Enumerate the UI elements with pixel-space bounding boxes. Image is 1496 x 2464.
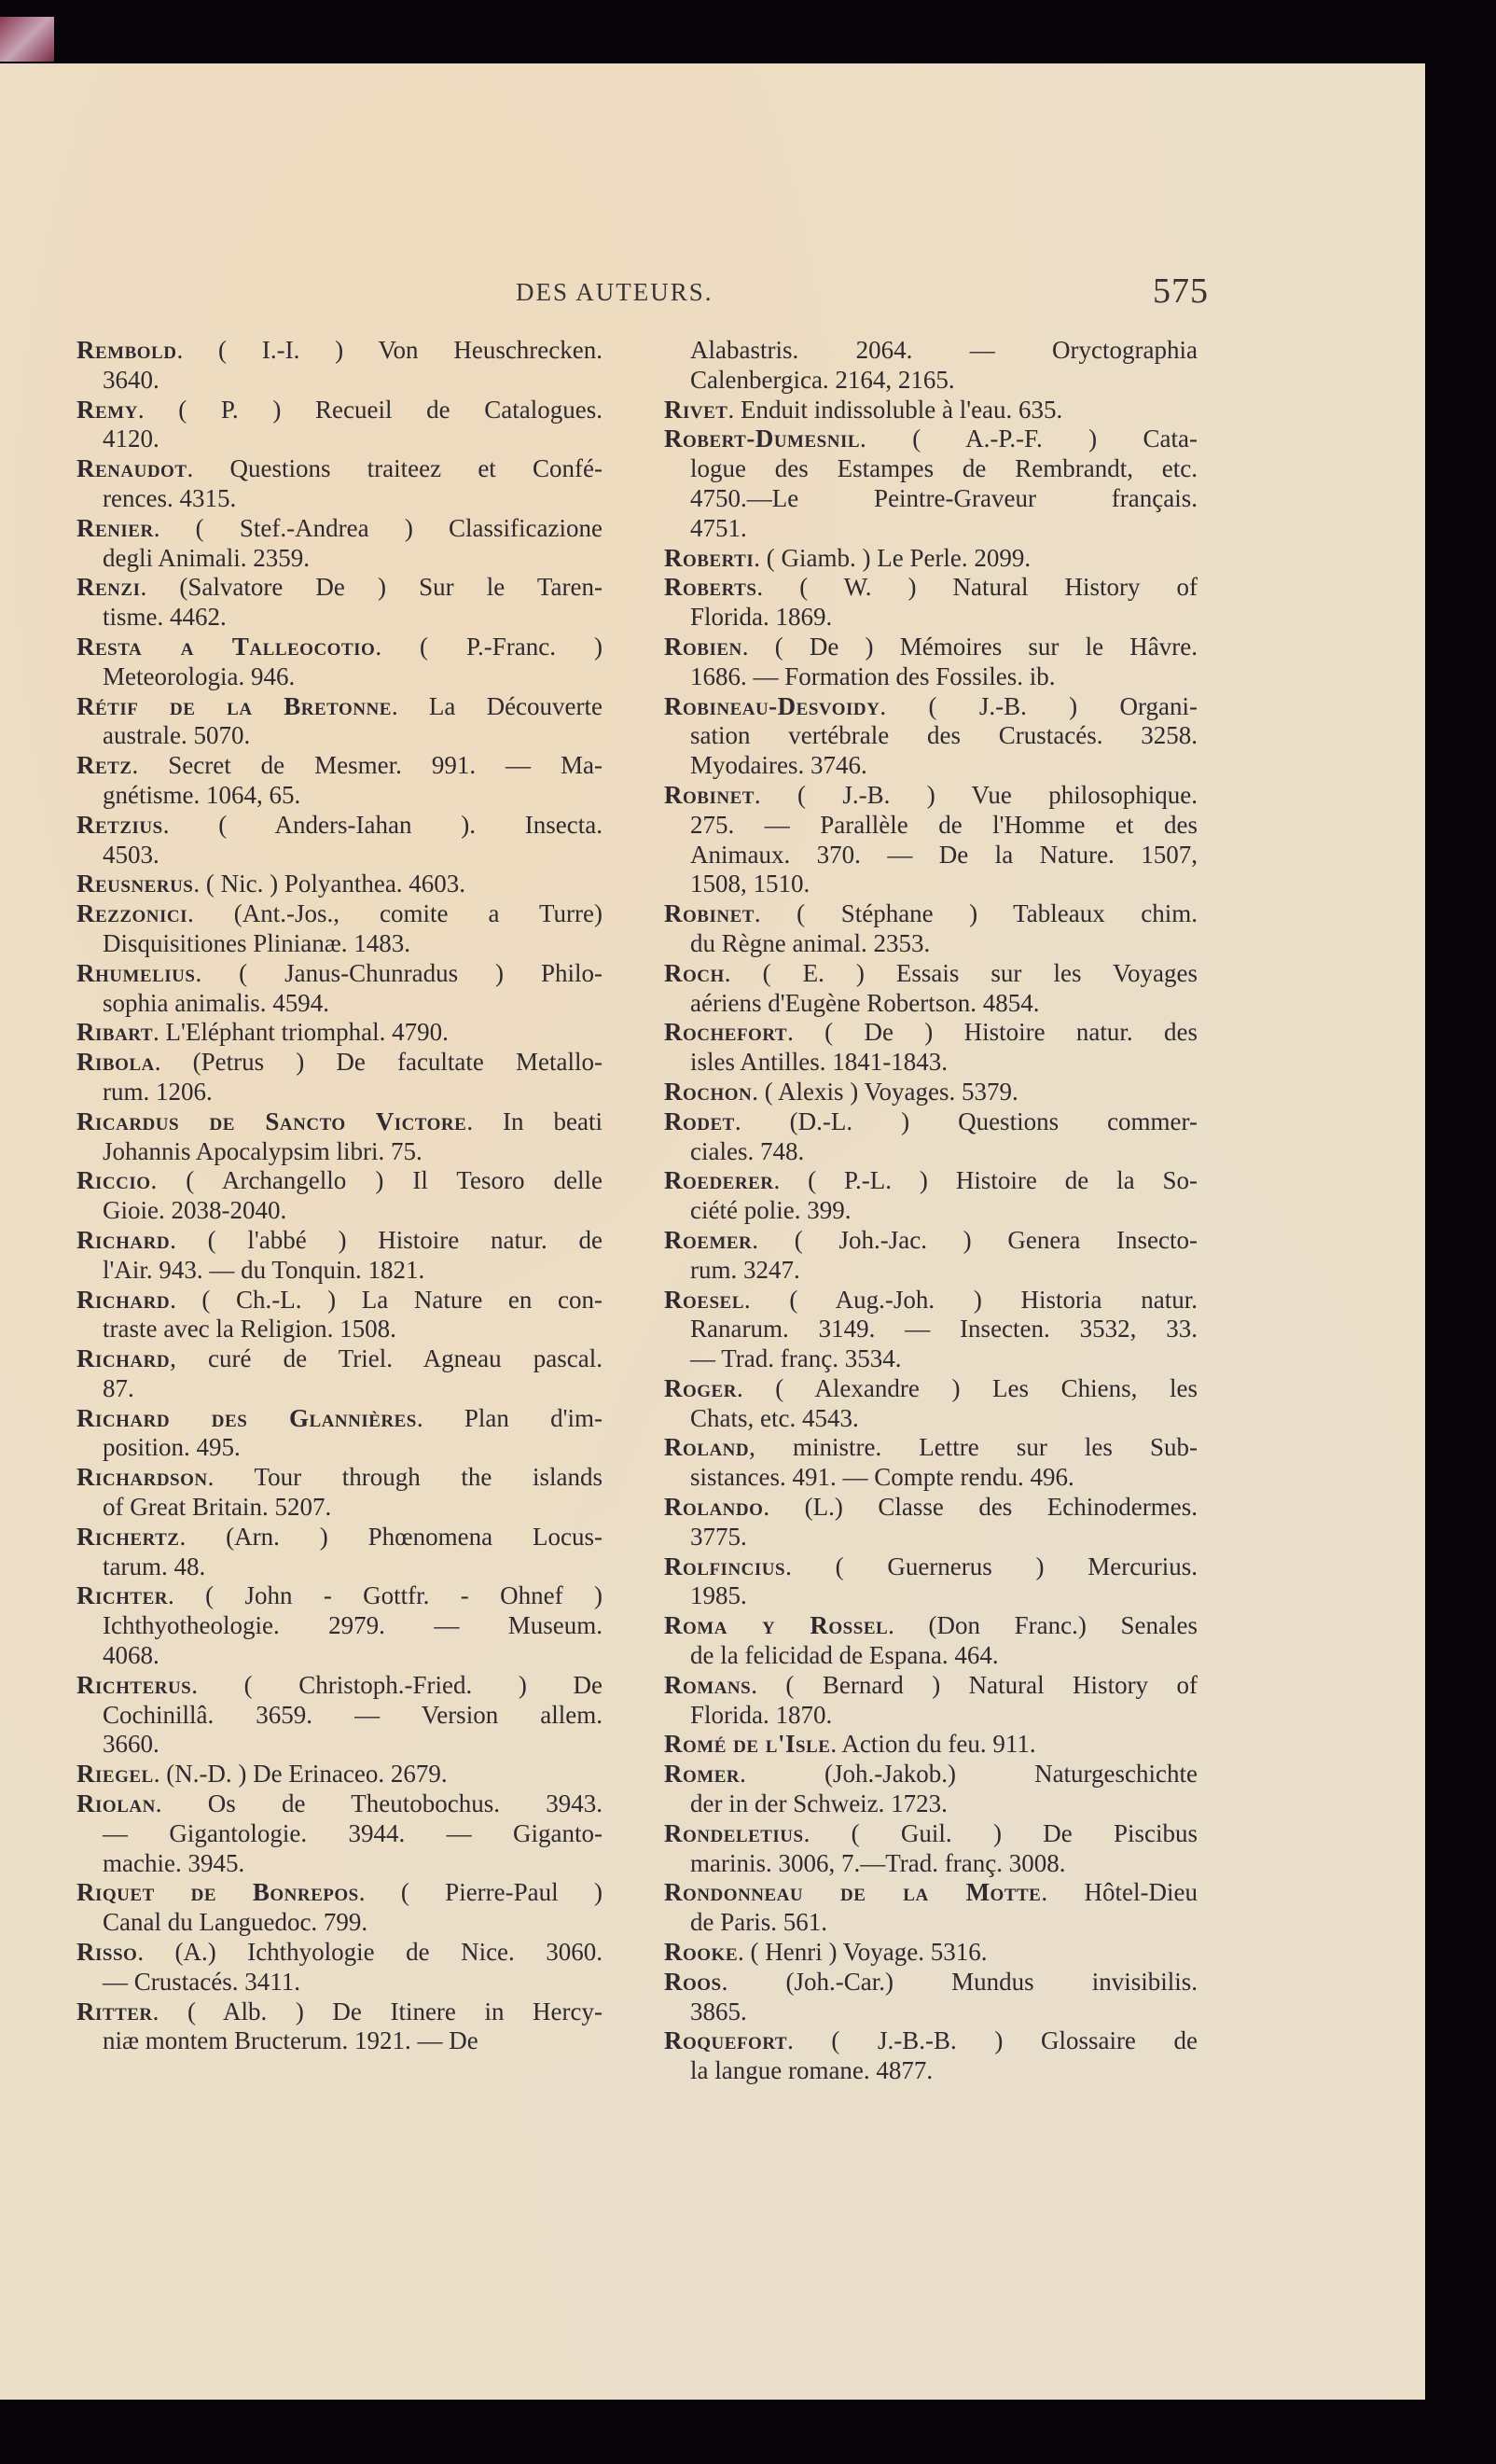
author-name: Roemer — [664, 1225, 753, 1254]
author-name: Rolfincius — [664, 1552, 786, 1580]
entry-first-line — [76, 1286, 603, 1316]
entry-text: . (D.-L. ) Questions commer- — [734, 1107, 1198, 1135]
author-name: Robert-Dumesnil — [664, 425, 861, 453]
entry-continuation-line: Ranarum. 3149. — Insecten. 3532, 33. — [690, 1315, 1198, 1343]
index-entry — [76, 692, 603, 752]
entry-first-line — [76, 1581, 603, 1611]
entry-text: . Tour through the islands — [207, 1463, 603, 1492]
entry-continuation-line: niæ montem Bructerum. 1921. — De — [103, 2026, 478, 2055]
index-entry — [664, 1671, 1198, 1731]
continued-entry-line: Alabastris. 2064. — Oryctographia — [690, 336, 1198, 364]
entry-text: . (Don Franc.) Senales — [888, 1611, 1198, 1640]
author-name: Rondonneau de la Motte — [664, 1878, 1042, 1907]
entry-text: . ( Stéphane ) Tableaux chim. — [754, 899, 1198, 928]
author-name: Romans — [664, 1670, 752, 1699]
entry-text: . ( l'abbé ) Histoire natur. de — [170, 1225, 603, 1254]
entry-continuation-line: Animaux. 370. — De la Nature. 1507, — [690, 840, 1198, 869]
entry-text: . ( De ) Histoire natur. des — [787, 1018, 1198, 1047]
entry-text: . ( Ch.-L. ) La Nature en con- — [170, 1285, 603, 1314]
index-entry — [76, 751, 603, 811]
entry-continuation-line: — Crustacés. 3411. — [103, 1967, 300, 1996]
entry-first-line — [76, 1048, 603, 1078]
entry-continuation-line: Chats, etc. 4543. — [690, 1403, 859, 1432]
author-name: Rondeletius — [664, 1818, 804, 1847]
entry-text: , ministre. Lettre sur les Sub- — [749, 1433, 1198, 1462]
index-entry — [76, 1463, 603, 1523]
entry-continuation-line: 275. — Parallèle de l'Homme et des — [690, 810, 1198, 839]
entry-first-line — [664, 1760, 1198, 1789]
entry-text: . Questions traiteez et Confé- — [187, 454, 603, 483]
entry-first-line — [76, 1344, 603, 1374]
entry-first-line — [76, 1404, 603, 1434]
entry-continuation-line: 4120. — [103, 425, 159, 453]
entry-continuation-line: sistances. 491. — Compte rendu. 496. — [690, 1463, 1074, 1492]
author-name: Roederer — [664, 1166, 774, 1195]
entry-first-line — [76, 692, 603, 722]
index-entry — [76, 1018, 603, 1048]
author-name: Riquet de Bonrepos — [76, 1878, 359, 1907]
entry-text: . L'Eléphant triomphal. 4790. — [153, 1018, 449, 1047]
entry-text: . ( Anders-Iahan ). Insecta. — [162, 810, 603, 839]
entry-text: . ( J.-B. ) Organi- — [880, 691, 1198, 720]
entry-text: . (Joh.-Jakob.) Naturgeschichte — [740, 1760, 1198, 1789]
author-name: Rezzonici — [76, 899, 188, 928]
entry-text: . Enduit indissoluble à l'eau. 635. — [727, 395, 1063, 424]
entry-text: . ( I.-I. ) Von Heuschrecken. — [176, 336, 603, 364]
entry-continuation-line: 87. — [103, 1373, 134, 1402]
entry-continuation-line: 4503. — [103, 840, 159, 869]
entry-text: . (L.) Classe des Echinodermes. — [763, 1493, 1198, 1522]
index-entry — [76, 1286, 603, 1345]
index-entry — [664, 781, 1198, 899]
entry-text: . (Joh.-Car.) Mundus invisibilis. — [721, 1967, 1198, 1996]
author-name: Richter — [76, 1581, 168, 1610]
entry-text: . ( Stef.-Andrea ) Classificazione — [153, 513, 603, 542]
entry-first-line — [76, 633, 603, 662]
entry-continuation-line: de Paris. 561. — [690, 1908, 827, 1937]
entry-first-line — [76, 336, 603, 366]
entry-continuation-line: Myodaires. 3746. — [690, 751, 867, 780]
author-name: Richard des Glannières — [76, 1403, 417, 1432]
entry-first-line — [664, 1286, 1198, 1316]
author-name: Richertz — [76, 1522, 180, 1551]
index-entry — [76, 1998, 603, 2057]
entry-text: . (A.) Ichthyologie de Nice. 3060. — [137, 1938, 603, 1967]
entry-first-line — [664, 1433, 1198, 1463]
entry-first-line — [664, 781, 1198, 811]
entry-text: . (Petrus ) De facultate Metallo- — [154, 1048, 603, 1077]
author-name: Remy — [76, 395, 138, 424]
entry-text: . ( Archangello ) Il Tesoro delle — [150, 1166, 603, 1195]
author-name: Ribart — [76, 1018, 154, 1047]
entry-text: . Secret de Mesmer. 991. — Ma- — [132, 751, 603, 780]
entry-continuation-line: 1985. — [690, 1581, 747, 1610]
entry-first-line — [664, 692, 1198, 722]
entry-first-line — [76, 1878, 603, 1908]
entry-first-line — [76, 1018, 603, 1048]
index-entry — [76, 1226, 603, 1286]
index-entry — [76, 1760, 603, 1789]
entry-text: . (N.-D. ) De Erinaceo. 2679. — [153, 1760, 448, 1789]
index-entry — [664, 1968, 1198, 2027]
index-entry — [664, 1878, 1198, 1938]
entry-first-line — [664, 1878, 1198, 1908]
entry-text: . ( Pierre-Paul ) — [358, 1878, 603, 1907]
index-entry — [664, 1374, 1198, 1434]
entry-first-line — [76, 514, 603, 544]
index-entry — [76, 1344, 603, 1404]
author-name: Riegel — [76, 1760, 154, 1789]
entry-continuation-line: der in der Schweiz. 1723. — [690, 1789, 948, 1818]
author-name: Rivet — [664, 395, 728, 424]
entry-first-line — [76, 1523, 603, 1552]
index-entry — [664, 1819, 1198, 1879]
entry-text: . ( Christoph.-Fried. ) De — [191, 1670, 603, 1699]
author-name: Ritter — [76, 1997, 153, 2025]
entry-first-line — [664, 396, 1198, 425]
entry-continuation-line: Canal du Languedoc. 799. — [103, 1908, 368, 1937]
entry-text: . ( E. ) Essais sur les Voyages — [724, 958, 1198, 987]
author-name: Roma y Rossel — [664, 1611, 889, 1640]
entry-continuation-line: gnétisme. 1064, 65. — [103, 780, 301, 809]
author-name: Renzi — [76, 573, 141, 602]
entry-continuation-line: Johannis Apocalypsim libri. 75. — [103, 1136, 422, 1165]
author-name: Roch — [664, 958, 725, 987]
index-entry — [664, 1611, 1198, 1671]
index-entry — [76, 573, 603, 633]
entry-continuation-line: la langue romane. 4877. — [690, 2056, 934, 2085]
entry-first-line — [76, 454, 603, 484]
author-name: Rochon — [664, 1077, 753, 1106]
continued-entry-line: Calenbergica. 2164, 2165. — [690, 365, 955, 394]
index-entry — [664, 396, 1198, 425]
entry-first-line — [76, 1760, 603, 1789]
entry-text: , curé de Triel. Agneau pascal. — [170, 1344, 603, 1373]
index-entry — [664, 1166, 1198, 1226]
entry-first-line — [664, 1611, 1198, 1641]
entry-text: . Action du feu. 911. — [830, 1730, 1036, 1759]
entry-text: . ( P. ) Recueil de Catalogues. — [137, 395, 603, 424]
entry-text: . (Ant.-Jos., comite a Turre) — [187, 899, 603, 928]
index-entry — [664, 899, 1198, 959]
index-entry — [664, 1730, 1198, 1760]
author-name: Robinet — [664, 780, 755, 809]
entry-text: . (Salvatore De ) Sur le Taren- — [140, 573, 603, 602]
index-entry — [76, 454, 603, 514]
author-name: Resta a Talleocotio — [76, 632, 376, 661]
entry-continuation-line: — Gigantologie. 3944. — Giganto- — [103, 1818, 603, 1847]
page-number: 575 — [1153, 271, 1209, 311]
entry-first-line — [76, 1789, 603, 1819]
index-entry — [76, 1166, 603, 1226]
entry-continuation-line: Meteorologia. 946. — [103, 661, 296, 690]
entry-text: . ( Guil. ) De Piscibus — [803, 1818, 1198, 1847]
entry-continuation-line: position. 495. — [103, 1433, 241, 1462]
entry-continuation-line: du Règne animal. 2353. — [690, 928, 931, 957]
entry-continuation-line: traste avec la Religion. 1508. — [103, 1315, 396, 1343]
index-entry — [664, 1107, 1198, 1167]
index-entry — [76, 396, 603, 455]
entry-first-line — [76, 751, 603, 781]
entry-first-line — [76, 1938, 603, 1968]
entry-continuation-line: aériens d'Eugène Robertson. 4854. — [690, 988, 1040, 1017]
entry-first-line — [76, 573, 603, 603]
entry-continuation-line: australe. 5070. — [103, 721, 251, 750]
entry-text: . (Arn. ) Phœnomena Locus- — [179, 1522, 603, 1551]
entry-continuation-line: 4068. — [103, 1641, 159, 1670]
author-name: Renier — [76, 513, 154, 542]
entry-continuation-line: sophia animalis. 4594. — [103, 988, 329, 1017]
index-entry — [664, 1078, 1198, 1107]
entry-first-line — [76, 899, 603, 929]
index-entry — [664, 633, 1198, 692]
entry-text: . ( A.-P.-F. ) Cata- — [860, 425, 1198, 453]
entry-first-line — [76, 1166, 603, 1196]
entry-continuation-line: ciales. 748. — [690, 1136, 805, 1165]
entry-first-line — [664, 1166, 1198, 1196]
entry-continuation-line: 3660. — [103, 1730, 159, 1759]
entry-text: . ( Alexandre ) Les Chiens, les — [736, 1373, 1198, 1402]
index-entry — [664, 573, 1198, 633]
entry-text: . ( De ) Mémoires sur le Hâvre. — [741, 632, 1198, 661]
author-name: Robineau-Desvoidy — [664, 691, 880, 720]
entry-first-line — [76, 396, 603, 425]
entry-continuation-line: 1686. — Formation des Fossiles. ib. — [690, 661, 1056, 690]
book-page — [0, 63, 1425, 2400]
entry-text: . ( J.-B. ) Vue philosophique. — [754, 780, 1198, 809]
entry-text: . ( Janus-Chunradus ) Philo- — [195, 958, 603, 987]
entry-text: . Hôtel-Dieu — [1041, 1878, 1198, 1907]
author-name: Richard — [76, 1344, 171, 1373]
author-name: Reusnerus — [76, 870, 194, 898]
entry-continuation-line: 3865. — [690, 1997, 747, 2025]
entry-continuation-line: ciété polie. 399. — [690, 1196, 852, 1225]
entry-continuation-line: 1508, 1510. — [690, 870, 810, 898]
entry-first-line — [76, 959, 603, 989]
author-name: Roland — [664, 1433, 750, 1462]
index-entry — [76, 1404, 603, 1464]
author-name: Retzius — [76, 810, 163, 839]
index-entry — [76, 1523, 603, 1582]
author-name: Roquefort — [664, 2026, 788, 2055]
index-entry — [664, 425, 1198, 543]
index-entry — [664, 1226, 1198, 1286]
running-head-title: DES AUTEURS. — [516, 278, 713, 306]
entry-text: . ( Guernerus ) Mercurius. — [785, 1552, 1198, 1580]
entry-first-line — [664, 1819, 1198, 1849]
index-entry — [664, 1433, 1198, 1493]
index-entry — [664, 1018, 1198, 1078]
entry-text: . ( Giamb. ) Le Perle. 2099. — [754, 543, 1032, 572]
index-entry — [76, 1878, 603, 1938]
author-name: Roberts — [664, 573, 757, 602]
entry-text: . Plan d'im- — [416, 1403, 603, 1432]
entry-continuation-line: Gioie. 2038-2040. — [103, 1196, 287, 1225]
entry-first-line — [76, 1671, 603, 1701]
author-name: Retz — [76, 751, 132, 780]
entry-first-line — [76, 870, 603, 899]
entry-continuation-line: 4750.—Le Peintre-Graveur français. — [690, 483, 1198, 512]
entry-first-line — [76, 1226, 603, 1256]
entry-continuation-line: 3775. — [690, 1522, 747, 1551]
entry-first-line — [76, 1998, 603, 2027]
entry-continuation-line: of Great Britain. 5207. — [103, 1493, 332, 1522]
entry-first-line — [664, 2026, 1198, 2056]
entry-text: . ( J.-B.-B. ) Glossaire de — [787, 2026, 1198, 2055]
entry-first-line — [664, 899, 1198, 929]
entry-first-line — [664, 633, 1198, 662]
index-entry — [664, 692, 1198, 781]
entry-first-line — [664, 1968, 1198, 1998]
entry-first-line — [664, 1107, 1198, 1137]
author-name: Roos — [664, 1967, 722, 1996]
author-name: Rhumelius — [76, 958, 196, 987]
author-name: Roger — [664, 1373, 737, 1402]
entry-first-line — [76, 1107, 603, 1137]
index-entry — [76, 514, 603, 574]
entry-first-line — [76, 1463, 603, 1493]
entry-text: . ( Bernard ) Natural History of — [751, 1670, 1198, 1699]
index-entry — [76, 1581, 603, 1670]
entry-first-line — [664, 1730, 1198, 1760]
index-column-right — [664, 336, 1198, 2086]
entry-text: . ( John - Gottfr. - Ohnef ) — [167, 1581, 603, 1610]
entry-text: . ( P.-Franc. ) — [375, 632, 603, 661]
author-name: Rembold — [76, 336, 177, 364]
author-name: Romer — [664, 1760, 741, 1789]
entry-first-line — [664, 1493, 1198, 1523]
author-name: Rooke — [664, 1938, 739, 1967]
author-name: Rodet — [664, 1107, 735, 1135]
entry-first-line — [664, 1671, 1198, 1701]
index-entry — [664, 1938, 1198, 1968]
entry-first-line — [664, 1938, 1198, 1968]
index-entry — [664, 1552, 1198, 1612]
author-name: Risso — [76, 1938, 138, 1967]
entry-continuation-line: marinis. 3006, 7.—Trad. franç. 3008. — [690, 1848, 1066, 1877]
entry-text: . ( Nic. ) Polyanthea. 4603. — [193, 870, 466, 898]
entry-continuation-line: Cochinillâ. 3659. — Version allem. — [103, 1700, 603, 1729]
book-tab-edge — [0, 17, 54, 62]
author-name: Richterus — [76, 1670, 192, 1699]
entry-continuation-line: Ichthyotheologie. 2979. — Museum. — [103, 1611, 603, 1640]
author-name: Renaudot — [76, 454, 187, 483]
entry-continuation-line: rences. 4315. — [103, 483, 237, 512]
author-name: Richard — [76, 1225, 171, 1254]
entry-text: . Os de Theutobochus. 3943. — [155, 1789, 603, 1818]
author-name: Romé de l'Isle — [664, 1730, 831, 1759]
entry-continuation-line: logue des Estampes de Rembrandt, etc. — [690, 454, 1198, 483]
author-name: Riolan — [76, 1789, 156, 1818]
entry-continuation-line: 3640. — [103, 365, 159, 394]
entry-continuation-line: Florida. 1869. — [690, 603, 833, 632]
index-entry — [76, 1789, 603, 1878]
entry-text: . ( Joh.-Jac. ) Genera Insecto- — [752, 1225, 1198, 1254]
entry-first-line — [664, 573, 1198, 603]
entry-first-line — [664, 1552, 1198, 1582]
entry-continuation-line: l'Air. 943. — du Tonquin. 1821. — [103, 1255, 425, 1284]
entry-continuation-line: de la felicidad de Espana. 464. — [690, 1641, 999, 1670]
author-name: Roesel — [664, 1285, 744, 1314]
author-name: Rolando — [664, 1493, 764, 1522]
entry-first-line — [664, 1078, 1198, 1107]
index-entry — [76, 1107, 603, 1167]
entry-continuation-line: tarum. 48. — [103, 1552, 206, 1580]
index-entry — [664, 2026, 1198, 2086]
author-name: Richardson — [76, 1463, 208, 1492]
entry-continuation-line: isles Antilles. 1841-1843. — [690, 1048, 948, 1077]
entry-first-line — [664, 544, 1198, 574]
entry-text: . In beati — [466, 1107, 603, 1135]
index-entry — [664, 544, 1198, 574]
entry-text: . ( Alb. ) De Itinere in Hercy- — [152, 1997, 603, 2025]
index-column-left — [76, 336, 603, 2056]
entry-continuation-line: — Trad. franç. 3534. — [690, 1344, 902, 1373]
entry-continuation-line: 4751. — [690, 513, 747, 542]
index-entry — [76, 1671, 603, 1760]
author-name: Ribola — [76, 1048, 155, 1077]
entry-text: . ( W. ) Natural History of — [756, 573, 1198, 602]
entry-continuation-line: Disquisitiones Plinianæ. 1483. — [103, 928, 411, 957]
entry-first-line — [664, 959, 1198, 989]
entry-first-line — [664, 425, 1198, 454]
entry-text: . ( P.-L. ) Histoire de la So- — [773, 1166, 1198, 1195]
entry-continuation-line: tisme. 4462. — [103, 603, 227, 632]
index-entry — [76, 959, 603, 1019]
index-entry — [76, 870, 603, 899]
entry-text: . La Découverte — [391, 691, 603, 720]
index-entry — [76, 811, 603, 870]
index-entry — [76, 336, 603, 396]
index-entry — [664, 1286, 1198, 1374]
entry-continuation-line: degli Animali. 2359. — [103, 543, 310, 572]
entry-continuation-line: machie. 3945. — [103, 1848, 245, 1877]
entry-continuation-line: rum. 1206. — [103, 1077, 213, 1106]
author-name: Riccio — [76, 1166, 151, 1195]
index-entry — [76, 1938, 603, 1998]
entry-text: . ( Henri ) Voyage. 5316. — [738, 1938, 988, 1967]
entry-text: . ( Alexis ) Voyages. 5379. — [752, 1077, 1018, 1106]
index-entry — [664, 1760, 1198, 1819]
author-name: Rétif de la Bretonne — [76, 691, 392, 720]
author-name: Rochefort — [664, 1018, 788, 1047]
entry-text: . ( Aug.-Joh. ) Historia natur. — [743, 1285, 1198, 1314]
author-name: Ricardus de Sancto Victore — [76, 1107, 467, 1135]
entry-first-line — [76, 811, 603, 841]
entry-first-line — [664, 1018, 1198, 1048]
author-name: Robinet — [664, 899, 755, 928]
entry-first-line — [664, 1374, 1198, 1404]
author-name: Roberti — [664, 543, 755, 572]
index-entry — [76, 1048, 603, 1107]
entry-continuation-line: Florida. 1870. — [690, 1700, 833, 1729]
index-entry — [664, 959, 1198, 1019]
entry-continuation-line: sation vertébrale des Crustacés. 3258. — [690, 721, 1198, 750]
entry-continuation-line: rum. 3247. — [690, 1255, 800, 1284]
author-name: Richard — [76, 1285, 171, 1314]
entry-first-line — [664, 1226, 1198, 1256]
running-head — [0, 271, 1425, 315]
index-entry — [76, 633, 603, 692]
index-entry — [664, 1493, 1198, 1552]
author-name: Robien — [664, 632, 742, 661]
index-entry — [76, 899, 603, 959]
